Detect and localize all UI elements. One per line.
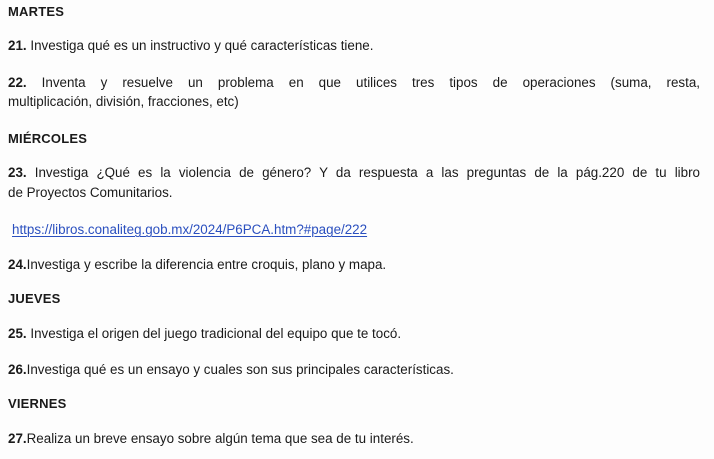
task-23-line-2: de Proyectos Comunitarios. (8, 185, 173, 200)
task-26 (8, 361, 700, 378)
book-link[interactable]: https://libros.conaliteg.gob.mx/2024/P6PCA.htm?#page/222 (12, 222, 368, 237)
day-heading-miercoles: MIÉRCOLES (8, 131, 88, 146)
day-heading-viernes: VIERNES (8, 396, 67, 411)
task-23-text-1: Investiga ¿Qué es la violencia de género? Y da respuesta a las preguntas de la pág.220 de tu libro (26, 165, 700, 180)
day-heading-jueves: JUEVES (8, 291, 61, 306)
task-21-text: Investiga qué es un instructivo y qué características tiene. (26, 38, 374, 53)
task-22-line-2: multiplicación, división, fracciones, etc) (8, 94, 239, 109)
task-24-text: Investiga y escribe la diferencia entre croquis, plano y mapa. (26, 257, 387, 272)
task-23-number: 23. (8, 165, 27, 180)
task-21-number: 21. (8, 38, 27, 53)
task-23-line-1 (8, 164, 700, 181)
book-link-row (12, 221, 700, 238)
task-22-text-1: Inventa y resuelve un problema en que utilices tres tipos de operaciones (suma, resta, (26, 75, 700, 90)
task-26-text: Investiga qué es un ensayo y cuales son sus principales características. (26, 362, 454, 377)
task-25-text: Investiga el origen del juego tradicional del equipo que te tocó. (26, 326, 402, 341)
task-26-number: 26. (8, 362, 27, 377)
task-22-number: 22. (8, 75, 27, 90)
task-27 (8, 430, 700, 447)
task-22-line-1 (8, 74, 700, 91)
task-27-text: Realiza un breve ensayo sobre algún tema que sea de tu interés. (26, 431, 414, 446)
day-heading-martes: MARTES (8, 4, 65, 19)
task-27-number: 27. (8, 431, 27, 446)
task-25 (8, 325, 700, 342)
task-25-number: 25. (8, 326, 27, 341)
task-24-number: 24. (8, 257, 27, 272)
task-24 (8, 256, 700, 273)
task-21 (8, 37, 700, 54)
